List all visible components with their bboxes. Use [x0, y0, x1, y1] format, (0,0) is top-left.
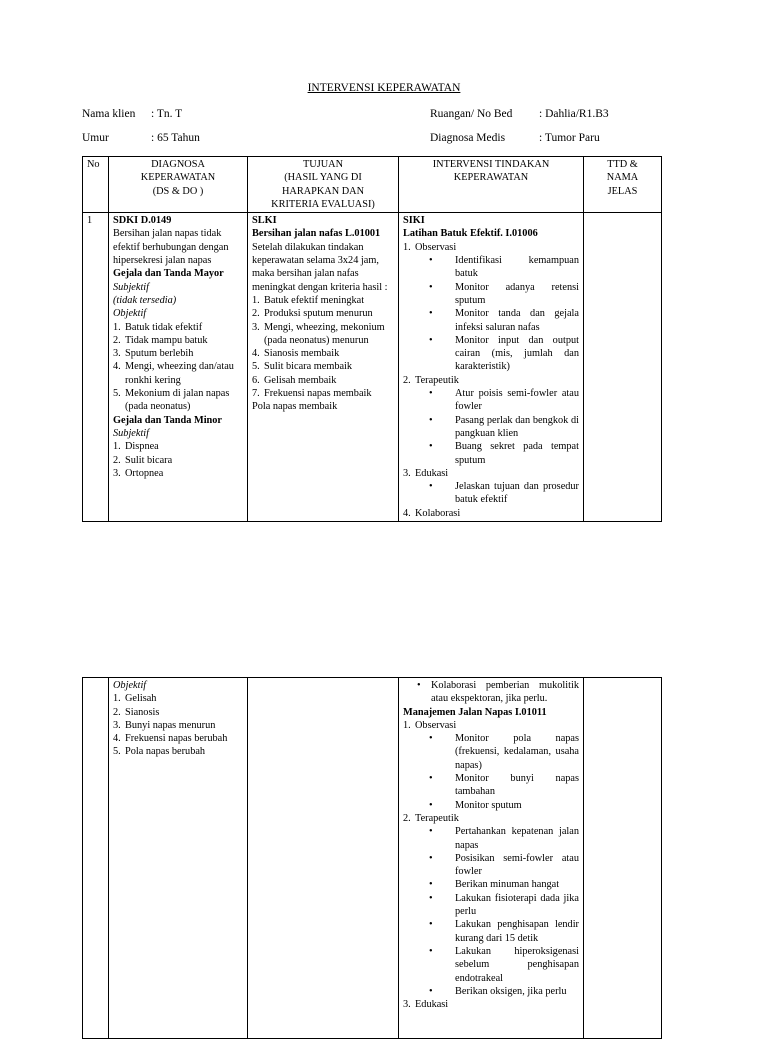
- minor-subjektif-list: [113, 440, 243, 480]
- list-item: 2. Sulit bicara: [113, 454, 173, 466]
- kriteria-list: [252, 294, 394, 400]
- header-diagnosa: DIAGNOSA KEPERAWATAN (DS & DO ): [109, 157, 248, 213]
- tujuan-cell: [248, 678, 399, 1039]
- list-item: 5. Pola napas berubah: [113, 746, 206, 758]
- list-item: 1. Batuk efektif meningkat: [252, 294, 365, 306]
- intervention-table-continued: [82, 677, 662, 1039]
- list-item: 5. Mekonium di jalan napas (pada neonatus): [113, 388, 230, 413]
- list-item: • Monitor pola napas (frekuensi, kedalaman, usaha napas): [443, 732, 579, 772]
- table-row: [83, 213, 662, 522]
- list-item: • Identifikasi kemampuan batuk: [443, 254, 579, 281]
- list-item: • Berikan minuman hangat: [443, 878, 579, 891]
- umur-value: : 65 Tahun: [151, 132, 200, 144]
- objektif-list: [113, 692, 243, 758]
- siki-code: SIKI: [403, 215, 425, 227]
- list-item: 4. Kolaborasi: [403, 507, 461, 519]
- umur-label: Umur: [82, 132, 109, 144]
- list-item: • Monitor tanda dan gejala infeksi saluran nafas: [443, 307, 579, 334]
- ruangan-value: : Dahlia/R1.B3: [539, 108, 609, 120]
- list-item: 2. Produksi sputum menurun: [252, 308, 373, 320]
- header-no: No: [83, 157, 109, 213]
- list-item: • Posisikan semi-fowler atau fowler: [443, 852, 579, 879]
- list-item: • Lakukan fisioterapi dada jika perlu: [443, 892, 579, 919]
- list-item: 2. Sianosis: [113, 706, 160, 718]
- ttd-cell: [584, 213, 662, 522]
- kriteria-last: Pola napas membaik: [252, 401, 338, 413]
- list-item: • Pertahankan kepatenan jalan napas: [443, 825, 579, 852]
- list-item: 2. Terapeutik • Atur poisis semi-fowler atau fowler • Pasang perlak dan bengkok di pangkuan klien • Buang sekret pada tempat sputum: [403, 374, 579, 467]
- row-number: [83, 678, 109, 1039]
- list-item: 5. Sulit bicara membaik: [252, 361, 353, 373]
- list-item: 3. Edukasi • Jelaskan tujuan dan prosedur batuk efektif: [403, 467, 579, 507]
- page-title: INTERVENSI KEPERAWATAN: [307, 82, 461, 94]
- table-header-row: [83, 157, 662, 213]
- intervensi-sections: [403, 719, 579, 1012]
- nama-label: Nama klien: [82, 108, 136, 120]
- header-tujuan: TUJUAN (HASIL YANG DI HARAPKAN DAN KRITERIA EVALUASI): [248, 157, 399, 213]
- mayor-title: Gejala dan Tanda Mayor: [113, 268, 224, 280]
- list-item: 4. Mengi, wheezing dan/atau ronkhi kering: [113, 361, 234, 386]
- list-item: 3. Bunyi napas menurun: [113, 719, 216, 731]
- list-item: • Pasang perlak dan bengkok di pangkuan klien: [443, 414, 579, 441]
- row-number: 1: [83, 213, 109, 522]
- objektif-label: Objektif: [113, 680, 147, 691]
- header-ttd: TTD & NAMA JELAS: [584, 157, 662, 213]
- ttd-cell: [584, 678, 662, 1039]
- list-item: • Atur poisis semi-fowler atau fowler: [443, 387, 579, 414]
- intervensi-sections: [403, 241, 579, 520]
- diagnosa-desc: Bersihan jalan napas tidak efektif berhubungan dengan hipersekresi jalan napas: [113, 228, 229, 267]
- sdki-code: SDKI D.0149: [113, 215, 172, 227]
- subjektif-value: (tidak tersedia): [113, 294, 177, 306]
- diagnosa-medis-value: : Tumor Paru: [539, 132, 600, 144]
- diagnosa-medis-label: Diagnosa Medis: [430, 132, 506, 144]
- list-item: 1. Batuk tidak efektif: [113, 321, 203, 333]
- objektif-label: Objektif: [113, 308, 147, 320]
- list-item: 1. Observasi • Monitor pola napas (frekuensi, kedalaman, usaha napas) • Monitor bunyi napas tambahan • Monitor sputum: [403, 719, 579, 812]
- tujuan-cell: [248, 213, 399, 522]
- intervensi-cell: [399, 213, 584, 522]
- list-item: 1. Observasi • Identifikasi kemampuan batuk • Monitor adanya retensi sputum • Monitor tanda dan gejala infeksi saluran nafas • Monitor input dan output cairan (mis, jumlah dan karakteristik): [403, 241, 579, 374]
- subjektif-label: Subjektif: [113, 281, 150, 293]
- list-item: • Monitor input dan output cairan (mis, jumlah dan karakteristik): [443, 334, 579, 374]
- list-item: 2. Tidak mampu batuk: [113, 334, 208, 346]
- list-item: • Lakukan hiperoksigenasi sebelum penghisapan endotrakeal: [443, 945, 579, 985]
- minor-subjektif-label: Subjektif: [113, 427, 150, 439]
- list-item: • Lakukan penghisapan lendir kurang dari 15 detik: [443, 918, 579, 945]
- list-item: 4. Frekuensi napas berubah: [113, 733, 228, 745]
- slki-code: SLKI: [252, 215, 277, 227]
- manajemen-subtitle: Manajemen Jalan Napas I.01011: [403, 706, 547, 718]
- list-item: • Jelaskan tujuan dan prosedur batuk efektif: [443, 480, 579, 507]
- header-intervensi: INTERVENSI TINDAKAN KEPERAWATAN: [399, 157, 584, 213]
- list-item: 3. Sputum berlebih: [113, 348, 194, 360]
- list-item: • Monitor bunyi napas tambahan: [443, 772, 579, 799]
- list-item: 3. Mengi, wheezing, mekonium (pada neonatus) menurun: [252, 321, 385, 346]
- list-item: • Buang sekret pada tempat sputum: [443, 440, 579, 467]
- list-item: 3. Ortopnea: [113, 467, 164, 479]
- list-item: • Kolaborasi pemberian mukolitik atau ekspektoran, jika perlu.: [431, 679, 579, 706]
- list-item: 7. Frekuensi napas membaik: [252, 388, 372, 400]
- objektif-list: [113, 321, 243, 414]
- list-item: 6. Gelisah membaik: [252, 374, 337, 386]
- list-item: • Monitor adanya retensi sputum: [443, 281, 579, 308]
- list-item: • Monitor sputum: [443, 799, 579, 812]
- list-item: 2. Terapeutik • Pertahankan kepatenan jalan napas • Posisikan semi-fowler atau fowler • Berikan minuman hangat • Lakukan fisioterapi dada jika perlu • Lakukan penghisapan lendir kurang dari 15 detik • Lakukan hiperoksigenasi sebelum penghisapan endotrakeal • Berikan oksigen, jika perlu: [403, 812, 579, 998]
- tujuan-desc: Setelah dilakukan tindakan keperawatan selama 3x24 jam, maka bersihan jalan nafas meningkat dengan kriteria hasil :: [252, 241, 388, 293]
- intervensi-cell: [399, 678, 584, 1039]
- intervention-table: [82, 156, 662, 522]
- list-item: 1. Gelisah: [113, 693, 157, 705]
- list-item: 1. Dispnea: [113, 441, 159, 453]
- diagnosa-cell: [109, 678, 248, 1039]
- minor-title: Gejala dan Tanda Minor: [113, 414, 223, 426]
- list-item: 4. Sianosis membaik: [252, 348, 340, 360]
- siki-subtitle: Latihan Batuk Efektif. I.01006: [403, 228, 538, 240]
- slki-subtitle: Bersihan jalan nafas L.01001: [252, 228, 381, 240]
- list-item: • Berikan oksigen, jika perlu: [443, 985, 579, 998]
- list-item: 3. Edukasi: [403, 999, 449, 1011]
- nama-value: : Tn. T: [151, 108, 183, 120]
- diagnosa-cell: [109, 213, 248, 522]
- table-row: [83, 678, 662, 1039]
- ruangan-label: Ruangan/ No Bed: [430, 108, 513, 120]
